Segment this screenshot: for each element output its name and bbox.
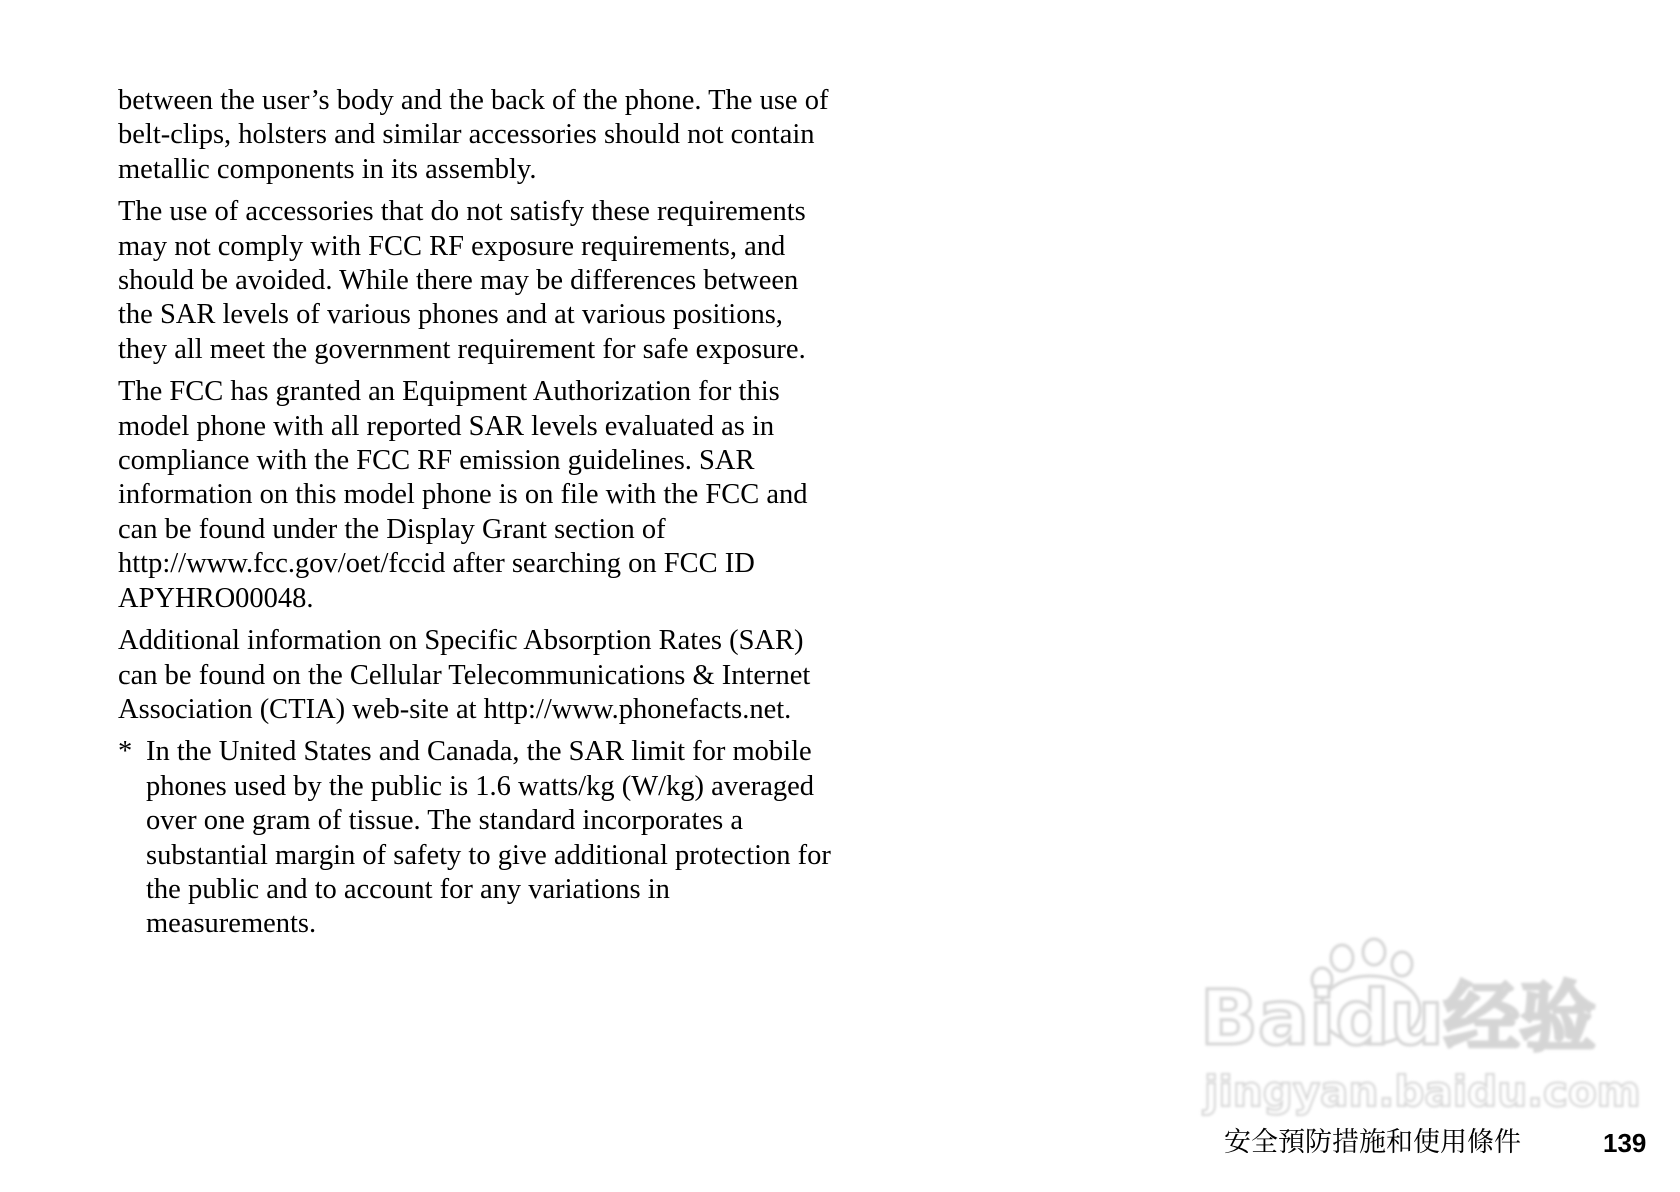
paragraph-4: Additional information on Specific Absorption Rates (SAR) can be found on the Cellular Telecommunications & Internet Association (CTIA) web-site at http://www.phonefacts.net. — [118, 625, 811, 725]
baidu-paw-logo-icon — [1196, 948, 1641, 1138]
watermark-url-text: jingyan.baidu.com — [1204, 1067, 1641, 1116]
paragraph-3: The FCC has granted an Equipment Authorization for this model phone with all reported SAR levels evaluated as in compliance with the FCC RF emission guidelines. SAR information on this model phone is on file with the FCC and can be found under the Display Grant section of http://www.fcc.gov/oet/fccid after searching on FCC ID APYHRO00048. — [118, 376, 808, 614]
paragraph-2: The use of accessories that do not satisfy these requirements may not comply with FCC RF exposure requirements, and should be avoided. While there may be differences between the SAR levels of various phones and at various positions, they all meet the government requirement for safe exposure. — [118, 196, 806, 365]
baidu-watermark — [1196, 948, 1641, 1138]
watermark-brand-text: Baidu经验 — [1200, 973, 1596, 1062]
footnote-marker: * — [118, 736, 133, 768]
page-body — [118, 84, 838, 942]
page-number: 139 — [1603, 1128, 1647, 1158]
paragraph-1: between the user’s body and the back of the phone. The use of belt-clips, holsters and similar accessories should not contain metallic components in its assembly. — [118, 85, 829, 185]
footnote-text: In the United States and Canada, the SAR limit for mobile phones used by the public is 1.6 watts/kg (W/kg) averaged over one gram of tissue. The standard incorporates a substantial margin of safety to give additional protection for the public and to account for any variations in measurements. — [146, 736, 831, 940]
footer-section-title: 安全預防措施和使用條件 — [1224, 1127, 1521, 1158]
footnote — [118, 735, 838, 941]
